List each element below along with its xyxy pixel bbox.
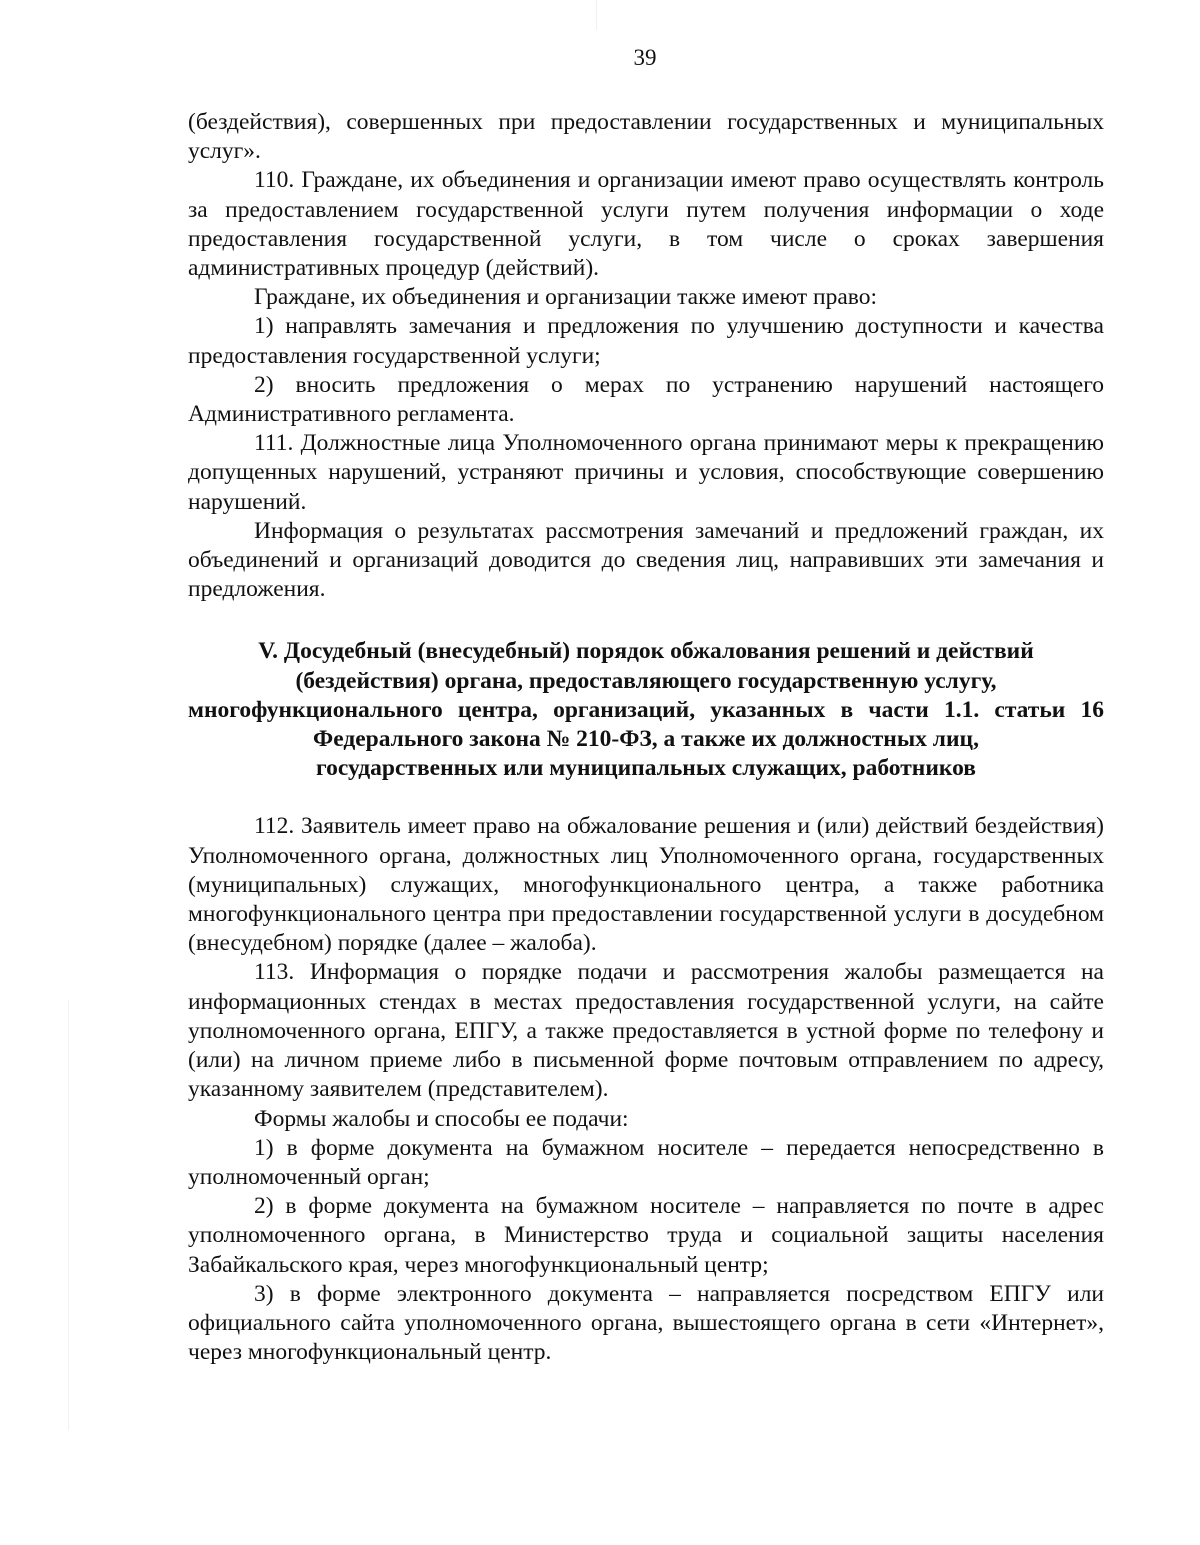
paragraph-complaint-forms: Формы жалобы и способы ее подачи:: [254, 1105, 629, 1132]
paragraph-right-2: 2) вносить предложения о мерах по устранению нарушений настоящего Административного регламента.: [188, 371, 1104, 428]
document-body: [188, 108, 1104, 1367]
section-heading: [188, 637, 1104, 783]
paragraph-110: 110. Граждане, их объединения и организации имеют право осуществлять контроль за предоставлением государственной услуги путем получения информации о ходе предоставления государственной услуги, в том числе о сроках завершения административных процедур (действий).: [188, 167, 1104, 282]
section-body: [188, 812, 1104, 1367]
paragraph-111: 111. Должностные лица Уполномоченного органа принимают меры к прекращению допущенных нарушений, устраняют причины и условия, способствующие совершению нарушений.: [188, 430, 1104, 515]
section-heading-line: V. Досудебный (внесудебный) порядок обжалования решений и действий: [258, 638, 1034, 665]
paragraph-rights-intro: Граждане, их объединения и организации также имеют право:: [254, 284, 878, 311]
paragraph-form-1: 1) в форме документа на бумажном носителе – передается непосредственно в уполномоченный орган;: [188, 1134, 1104, 1190]
section-heading-line: Федерального закона № 210-ФЗ, а также их должностных лиц,: [313, 726, 979, 753]
section-heading-line: государственных или муниципальных служащих, работников: [316, 755, 976, 782]
page-number: 39: [633, 45, 657, 70]
scan-artifact-line: [68, 1000, 69, 1430]
paragraph-form-2: 2) в форме документа на бумажном носителе – направляется по почте в адрес уполномоченного органа, в Министерство труда и социальной защиты населения Забайкальского края, через многофункциональный центр;: [188, 1193, 1104, 1278]
paragraph-112: 112. Заявитель имеет право на обжалование решения и (или) действий бездействия) Уполномоченного органа, должностных лиц Уполномоченного органа, государственных (муниципальных) служащих, многофункционального центра, а также работника многофункционального центра при предоставлении государственной услуги в досудебном (внесудебном) порядке (далее – жалоба).: [188, 813, 1104, 957]
paragraph-right-1: 1) направлять замечания и предложения по улучшению доступности и качества предоставления государственной услуги;: [188, 313, 1104, 369]
paragraph-form-3: 3) в форме электронного документа – направляется посредством ЕПГУ или официального сайта уполномоченного органа, вышестоящего органа в сети «Интернет», через многофункциональный центр.: [188, 1280, 1104, 1366]
paragraph-results-info: Информация о результатах рассмотрения замечаний и предложений граждан, их объединений и организаций доводится до сведения лиц, направивших эти замечания и предложения.: [188, 517, 1104, 603]
section-heading-line: многофункционального центра, организаций, указанных в части 1.1. статьи 16: [188, 696, 1104, 723]
paragraph-continuation: (бездействия), совершенных при предоставлении государственных и муниципальных услуг».: [188, 109, 1104, 165]
section-heading-line: (бездействия) органа, предоставляющего государственную услугу,: [295, 667, 997, 694]
scan-artifact-line: [596, 0, 597, 30]
paragraph-113: 113. Информация о порядке подачи и рассмотрения жалобы размещается на информационных стендах в местах предоставления государственной услуги, на сайте уполномоченного органа, ЕПГУ, а также предоставляется в устной форме по телефону и (или) на личном приеме либо в письменной форме почтовым отправлением по адресу, указанному заявителем (представителем).: [188, 959, 1104, 1103]
